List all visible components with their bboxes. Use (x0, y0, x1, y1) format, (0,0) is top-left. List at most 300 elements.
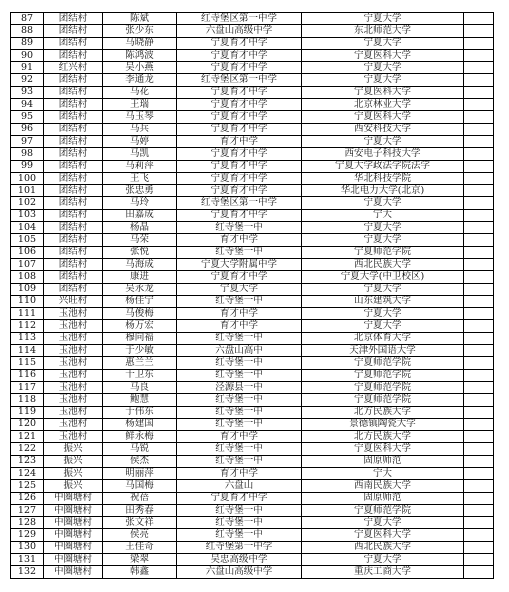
extra-cell (464, 209, 494, 221)
university-cell: 景德镇陶瓷大学 (302, 418, 464, 430)
extra-cell (464, 357, 494, 369)
university-cell: 北京林业大学 (302, 99, 464, 111)
student-name-cell: 韩鑫 (103, 566, 177, 578)
student-name-cell: 马兵 (103, 123, 177, 135)
village-cell: 中圈塘村 (44, 554, 103, 566)
university-cell: 宁夏大学(中卫校区) (302, 271, 464, 283)
university-cell: 宁夏医科大学 (302, 86, 464, 98)
high-school-cell: 六盘山高级中学 (177, 566, 302, 578)
student-name-cell: 明丽萍 (103, 467, 177, 479)
village-cell: 振兴 (44, 455, 103, 467)
high-school-cell: 红寺堡一中 (177, 406, 302, 418)
table-body (11, 13, 494, 579)
student-name-cell: 穆向福 (103, 332, 177, 344)
student-name-cell: 张悦 (103, 246, 177, 258)
table-row (11, 357, 494, 369)
row-number-cell: 125 (11, 480, 44, 492)
university-cell: 山东建筑大学 (302, 295, 464, 307)
extra-cell (464, 320, 494, 332)
student-name-cell: 王瑞 (103, 99, 177, 111)
village-cell: 玉池村 (44, 357, 103, 369)
high-school-cell: 六盘山 (177, 480, 302, 492)
university-cell: 宁夏大学 (302, 135, 464, 147)
table-row (11, 25, 494, 37)
university-cell: 宁夏师范学院 (302, 394, 464, 406)
village-cell: 中圈塘村 (44, 504, 103, 516)
village-cell: 团结村 (44, 86, 103, 98)
row-number-cell: 112 (11, 320, 44, 332)
row-number-cell: 92 (11, 74, 44, 86)
university-cell: 西南民族大学 (302, 480, 464, 492)
student-name-cell: 张忠勇 (103, 185, 177, 197)
high-school-cell: 红寺堡第一中学 (177, 541, 302, 553)
row-number-cell: 104 (11, 222, 44, 234)
university-cell: 宁夏大学 (302, 13, 464, 25)
row-number-cell: 124 (11, 467, 44, 479)
student-name-cell: 鲍慧 (103, 394, 177, 406)
high-school-cell: 红寺堡一中 (177, 332, 302, 344)
table-row (11, 62, 494, 74)
row-number-cell: 111 (11, 308, 44, 320)
university-cell: 宁夏大学 (302, 554, 464, 566)
row-number-cell: 118 (11, 394, 44, 406)
village-cell: 团结村 (44, 172, 103, 184)
village-cell: 玉池村 (44, 418, 103, 430)
row-number-cell: 95 (11, 111, 44, 123)
high-school-cell: 红寺堡一中 (177, 222, 302, 234)
high-school-cell: 泾源县一中 (177, 381, 302, 393)
table-row (11, 529, 494, 541)
extra-cell (464, 332, 494, 344)
table-row (11, 37, 494, 49)
village-cell: 玉池村 (44, 345, 103, 357)
row-number-cell: 117 (11, 381, 44, 393)
row-number-cell: 115 (11, 357, 44, 369)
university-cell: 华北科技学院 (302, 172, 464, 184)
table-row (11, 467, 494, 479)
student-name-cell: 杨佳宁 (103, 295, 177, 307)
table-row (11, 135, 494, 147)
student-name-cell: 马婷 (103, 135, 177, 147)
extra-cell (464, 74, 494, 86)
student-roster-table (10, 12, 494, 579)
high-school-cell: 红寺堡一中 (177, 418, 302, 430)
extra-cell (464, 123, 494, 135)
table-row (11, 541, 494, 553)
high-school-cell: 红寺堡一中 (177, 394, 302, 406)
table-row (11, 517, 494, 529)
village-cell: 团结村 (44, 160, 103, 172)
high-school-cell: 六盘山高中 (177, 345, 302, 357)
student-name-cell: 张少东 (103, 25, 177, 37)
student-name-cell: 陈斌 (103, 13, 177, 25)
extra-cell (464, 246, 494, 258)
university-cell: 固原师范 (302, 455, 464, 467)
village-cell: 振兴 (44, 443, 103, 455)
university-cell: 北方民族大学 (302, 406, 464, 418)
village-cell: 玉池村 (44, 332, 103, 344)
high-school-cell: 宁夏大学 (177, 283, 302, 295)
table-row (11, 394, 494, 406)
high-school-cell: 红寺堡一中 (177, 517, 302, 529)
university-cell: 宁大 (302, 209, 464, 221)
university-cell: 宁夏大学 (302, 62, 464, 74)
high-school-cell: 红寺堡一中 (177, 443, 302, 455)
row-number-cell: 132 (11, 566, 44, 578)
table-row (11, 234, 494, 246)
student-name-cell: 干卫东 (103, 369, 177, 381)
table-row (11, 345, 494, 357)
village-cell: 玉池村 (44, 394, 103, 406)
student-name-cell: 惠兰兰 (103, 357, 177, 369)
village-cell: 团结村 (44, 111, 103, 123)
student-name-cell: 马国梅 (103, 480, 177, 492)
village-cell: 团结村 (44, 197, 103, 209)
university-cell: 宁夏大学 (302, 320, 464, 332)
high-school-cell: 育才中学 (177, 467, 302, 479)
extra-cell (464, 529, 494, 541)
row-number-cell: 113 (11, 332, 44, 344)
village-cell: 玉池村 (44, 369, 103, 381)
university-cell: 西安科技大学 (302, 123, 464, 135)
row-number-cell: 103 (11, 209, 44, 221)
student-name-cell: 侯杰 (103, 455, 177, 467)
table-row (11, 295, 494, 307)
student-name-cell: 马俊梅 (103, 308, 177, 320)
high-school-cell: 红寺堡一中 (177, 455, 302, 467)
high-school-cell: 宁夏育才中学 (177, 492, 302, 504)
university-cell: 西安电子科技大学 (302, 148, 464, 160)
high-school-cell: 育才中学 (177, 431, 302, 443)
row-number-cell: 128 (11, 517, 44, 529)
student-name-cell: 杨万宏 (103, 320, 177, 332)
row-number-cell: 106 (11, 246, 44, 258)
village-cell: 团结村 (44, 246, 103, 258)
village-cell: 团结村 (44, 258, 103, 270)
student-name-cell: 吴小燕 (103, 62, 177, 74)
extra-cell (464, 517, 494, 529)
table-row (11, 209, 494, 221)
row-number-cell: 98 (11, 148, 44, 160)
high-school-cell: 红寺堡一中 (177, 295, 302, 307)
table-row (11, 123, 494, 135)
extra-cell (464, 185, 494, 197)
village-cell: 团结村 (44, 135, 103, 147)
student-name-cell: 于伟东 (103, 406, 177, 418)
row-number-cell: 109 (11, 283, 44, 295)
university-cell: 宁夏大学 (302, 37, 464, 49)
extra-cell (464, 271, 494, 283)
table-row (11, 160, 494, 172)
table-row (11, 246, 494, 258)
high-school-cell: 宁夏育才中学 (177, 86, 302, 98)
student-name-cell: 马玲 (103, 197, 177, 209)
extra-cell (464, 283, 494, 295)
high-school-cell: 红寺堡区第一中学 (177, 74, 302, 86)
table-row (11, 418, 494, 430)
table-row (11, 111, 494, 123)
table-row (11, 381, 494, 393)
row-number-cell: 129 (11, 529, 44, 541)
university-cell: 北方民族大学 (302, 431, 464, 443)
high-school-cell: 宁夏育才中学 (177, 111, 302, 123)
high-school-cell: 红寺堡一中 (177, 357, 302, 369)
row-number-cell: 126 (11, 492, 44, 504)
student-name-cell: 张文祥 (103, 517, 177, 529)
extra-cell (464, 295, 494, 307)
extra-cell (464, 394, 494, 406)
high-school-cell: 宁夏育才中学 (177, 62, 302, 74)
table-row (11, 86, 494, 98)
high-school-cell: 育才中学 (177, 135, 302, 147)
table-row (11, 148, 494, 160)
village-cell: 中圈塘村 (44, 517, 103, 529)
university-cell: 天津外国语大学 (302, 345, 464, 357)
high-school-cell: 吴忠高级中学 (177, 554, 302, 566)
high-school-cell: 六盘山高级中学 (177, 25, 302, 37)
table-row (11, 258, 494, 270)
student-name-cell: 马莉萍 (103, 160, 177, 172)
university-cell: 宁夏大学政法学院法学 (302, 160, 464, 172)
village-cell: 中圈塘村 (44, 529, 103, 541)
row-number-cell: 116 (11, 369, 44, 381)
university-cell: 宁夏医科大学 (302, 529, 464, 541)
high-school-cell: 宁夏育才中学 (177, 99, 302, 111)
table-row (11, 49, 494, 61)
village-cell: 振兴 (44, 480, 103, 492)
row-number-cell: 89 (11, 37, 44, 49)
row-number-cell: 114 (11, 345, 44, 357)
table-row (11, 455, 494, 467)
extra-cell (464, 431, 494, 443)
extra-cell (464, 406, 494, 418)
high-school-cell: 宁夏育才中学 (177, 123, 302, 135)
row-number-cell: 130 (11, 541, 44, 553)
village-cell: 玉池村 (44, 320, 103, 332)
extra-cell (464, 566, 494, 578)
village-cell: 团结村 (44, 13, 103, 25)
table-row (11, 172, 494, 184)
university-cell: 华北电力大学(北京) (302, 185, 464, 197)
high-school-cell: 宁夏育才中学 (177, 160, 302, 172)
village-cell: 玉池村 (44, 381, 103, 393)
high-school-cell: 育才中学 (177, 234, 302, 246)
student-name-cell: 马花 (103, 86, 177, 98)
table-row (11, 308, 494, 320)
university-cell: 宁夏师范学院 (302, 504, 464, 516)
table-row (11, 222, 494, 234)
row-number-cell: 101 (11, 185, 44, 197)
university-cell: 西北民族大学 (302, 258, 464, 270)
high-school-cell: 宁夏育才中学 (177, 49, 302, 61)
village-cell: 团结村 (44, 271, 103, 283)
row-number-cell: 108 (11, 271, 44, 283)
village-cell: 团结村 (44, 49, 103, 61)
extra-cell (464, 504, 494, 516)
row-number-cell: 127 (11, 504, 44, 516)
student-name-cell: 田嘉成 (103, 209, 177, 221)
student-name-cell: 马玉琴 (103, 111, 177, 123)
village-cell: 团结村 (44, 222, 103, 234)
high-school-cell: 红寺堡一中 (177, 369, 302, 381)
student-name-cell: 陈鸿波 (103, 49, 177, 61)
student-name-cell: 侯亮 (103, 529, 177, 541)
row-number-cell: 102 (11, 197, 44, 209)
row-number-cell: 107 (11, 258, 44, 270)
university-cell: 宁夏医科大学 (302, 49, 464, 61)
village-cell: 团结村 (44, 209, 103, 221)
student-name-cell: 鲜永梅 (103, 431, 177, 443)
village-cell: 团结村 (44, 99, 103, 111)
table-row (11, 406, 494, 418)
student-name-cell: 马荣 (103, 234, 177, 246)
high-school-cell: 红寺堡一中 (177, 504, 302, 516)
village-cell: 振兴 (44, 467, 103, 479)
row-number-cell: 121 (11, 431, 44, 443)
university-cell: 宁夏师范学院 (302, 246, 464, 258)
table-row (11, 74, 494, 86)
university-cell: 北京体育大学 (302, 332, 464, 344)
student-name-cell: 王佳奇 (103, 541, 177, 553)
table-row (11, 283, 494, 295)
row-number-cell: 94 (11, 99, 44, 111)
row-number-cell: 91 (11, 62, 44, 74)
row-number-cell: 110 (11, 295, 44, 307)
village-cell: 团结村 (44, 74, 103, 86)
extra-cell (464, 13, 494, 25)
university-cell: 宁夏大学 (302, 74, 464, 86)
university-cell: 宁夏大学 (302, 308, 464, 320)
extra-cell (464, 99, 494, 111)
row-number-cell: 119 (11, 406, 44, 418)
row-number-cell: 123 (11, 455, 44, 467)
row-number-cell: 90 (11, 49, 44, 61)
extra-cell (464, 160, 494, 172)
row-number-cell: 93 (11, 86, 44, 98)
village-cell: 团结村 (44, 234, 103, 246)
row-number-cell: 122 (11, 443, 44, 455)
table-row (11, 99, 494, 111)
village-cell: 中圈塘村 (44, 492, 103, 504)
extra-cell (464, 443, 494, 455)
village-cell: 团结村 (44, 37, 103, 49)
table-row (11, 369, 494, 381)
university-cell: 宁大 (302, 467, 464, 479)
village-cell: 团结村 (44, 25, 103, 37)
extra-cell (464, 541, 494, 553)
high-school-cell: 宁夏育才中学 (177, 209, 302, 221)
extra-cell (464, 111, 494, 123)
village-cell: 兴旺村 (44, 295, 103, 307)
table-row (11, 480, 494, 492)
extra-cell (464, 258, 494, 270)
student-name-cell: 祝蓓 (103, 492, 177, 504)
high-school-cell: 宁夏育才中学 (177, 172, 302, 184)
table-row (11, 492, 494, 504)
village-cell: 团结村 (44, 283, 103, 295)
table-row (11, 554, 494, 566)
high-school-cell: 宁夏大学附属中学 (177, 258, 302, 270)
university-cell: 东北师范大学 (302, 25, 464, 37)
row-number-cell: 96 (11, 123, 44, 135)
village-cell: 中圈塘村 (44, 541, 103, 553)
university-cell: 宁夏大学 (302, 197, 464, 209)
student-name-cell: 田秀春 (103, 504, 177, 516)
row-number-cell: 88 (11, 25, 44, 37)
student-name-cell: 马海成 (103, 258, 177, 270)
extra-cell (464, 455, 494, 467)
village-cell: 红兴村 (44, 62, 103, 74)
village-cell: 团结村 (44, 123, 103, 135)
extra-cell (464, 492, 494, 504)
high-school-cell: 育才中学 (177, 320, 302, 332)
student-name-cell: 梁翠 (103, 554, 177, 566)
student-name-cell: 吴永龙 (103, 283, 177, 295)
row-number-cell: 105 (11, 234, 44, 246)
high-school-cell: 宁夏育才中学 (177, 37, 302, 49)
row-number-cell: 100 (11, 172, 44, 184)
high-school-cell: 红寺堡区第一中学 (177, 13, 302, 25)
row-number-cell: 99 (11, 160, 44, 172)
extra-cell (464, 369, 494, 381)
table-row (11, 271, 494, 283)
table-row (11, 197, 494, 209)
extra-cell (464, 135, 494, 147)
table-row (11, 320, 494, 332)
university-cell: 宁夏大学 (302, 234, 464, 246)
student-name-cell: 康进 (103, 271, 177, 283)
university-cell: 西北民族大学 (302, 541, 464, 553)
university-cell: 重庆工商大学 (302, 566, 464, 578)
student-name-cell: 马锐 (103, 443, 177, 455)
row-number-cell: 87 (11, 13, 44, 25)
village-cell: 团结村 (44, 185, 103, 197)
extra-cell (464, 381, 494, 393)
row-number-cell: 97 (11, 135, 44, 147)
village-cell: 玉池村 (44, 406, 103, 418)
village-cell: 玉池村 (44, 431, 103, 443)
extra-cell (464, 418, 494, 430)
high-school-cell: 宁夏育才中学 (177, 148, 302, 160)
high-school-cell: 育才中学 (177, 308, 302, 320)
student-name-cell: 马晓静 (103, 37, 177, 49)
university-cell: 宁夏医科大学 (302, 111, 464, 123)
extra-cell (464, 86, 494, 98)
university-cell: 宁夏大学 (302, 283, 464, 295)
university-cell: 宁夏师范学院 (302, 357, 464, 369)
table-row (11, 443, 494, 455)
high-school-cell: 宁夏育才中学 (177, 271, 302, 283)
extra-cell (464, 234, 494, 246)
high-school-cell: 红寺堡一中 (177, 246, 302, 258)
university-cell: 宁夏大学 (302, 517, 464, 529)
table-row (11, 13, 494, 25)
high-school-cell: 红寺堡一中 (177, 529, 302, 541)
extra-cell (464, 222, 494, 234)
extra-cell (464, 467, 494, 479)
village-cell: 玉池村 (44, 308, 103, 320)
table-row (11, 504, 494, 516)
row-number-cell: 131 (11, 554, 44, 566)
extra-cell (464, 308, 494, 320)
table-row (11, 566, 494, 578)
extra-cell (464, 345, 494, 357)
village-cell: 团结村 (44, 148, 103, 160)
university-cell: 宁夏大学 (302, 222, 464, 234)
student-name-cell: 马凯 (103, 148, 177, 160)
row-number-cell: 120 (11, 418, 44, 430)
table-row (11, 185, 494, 197)
